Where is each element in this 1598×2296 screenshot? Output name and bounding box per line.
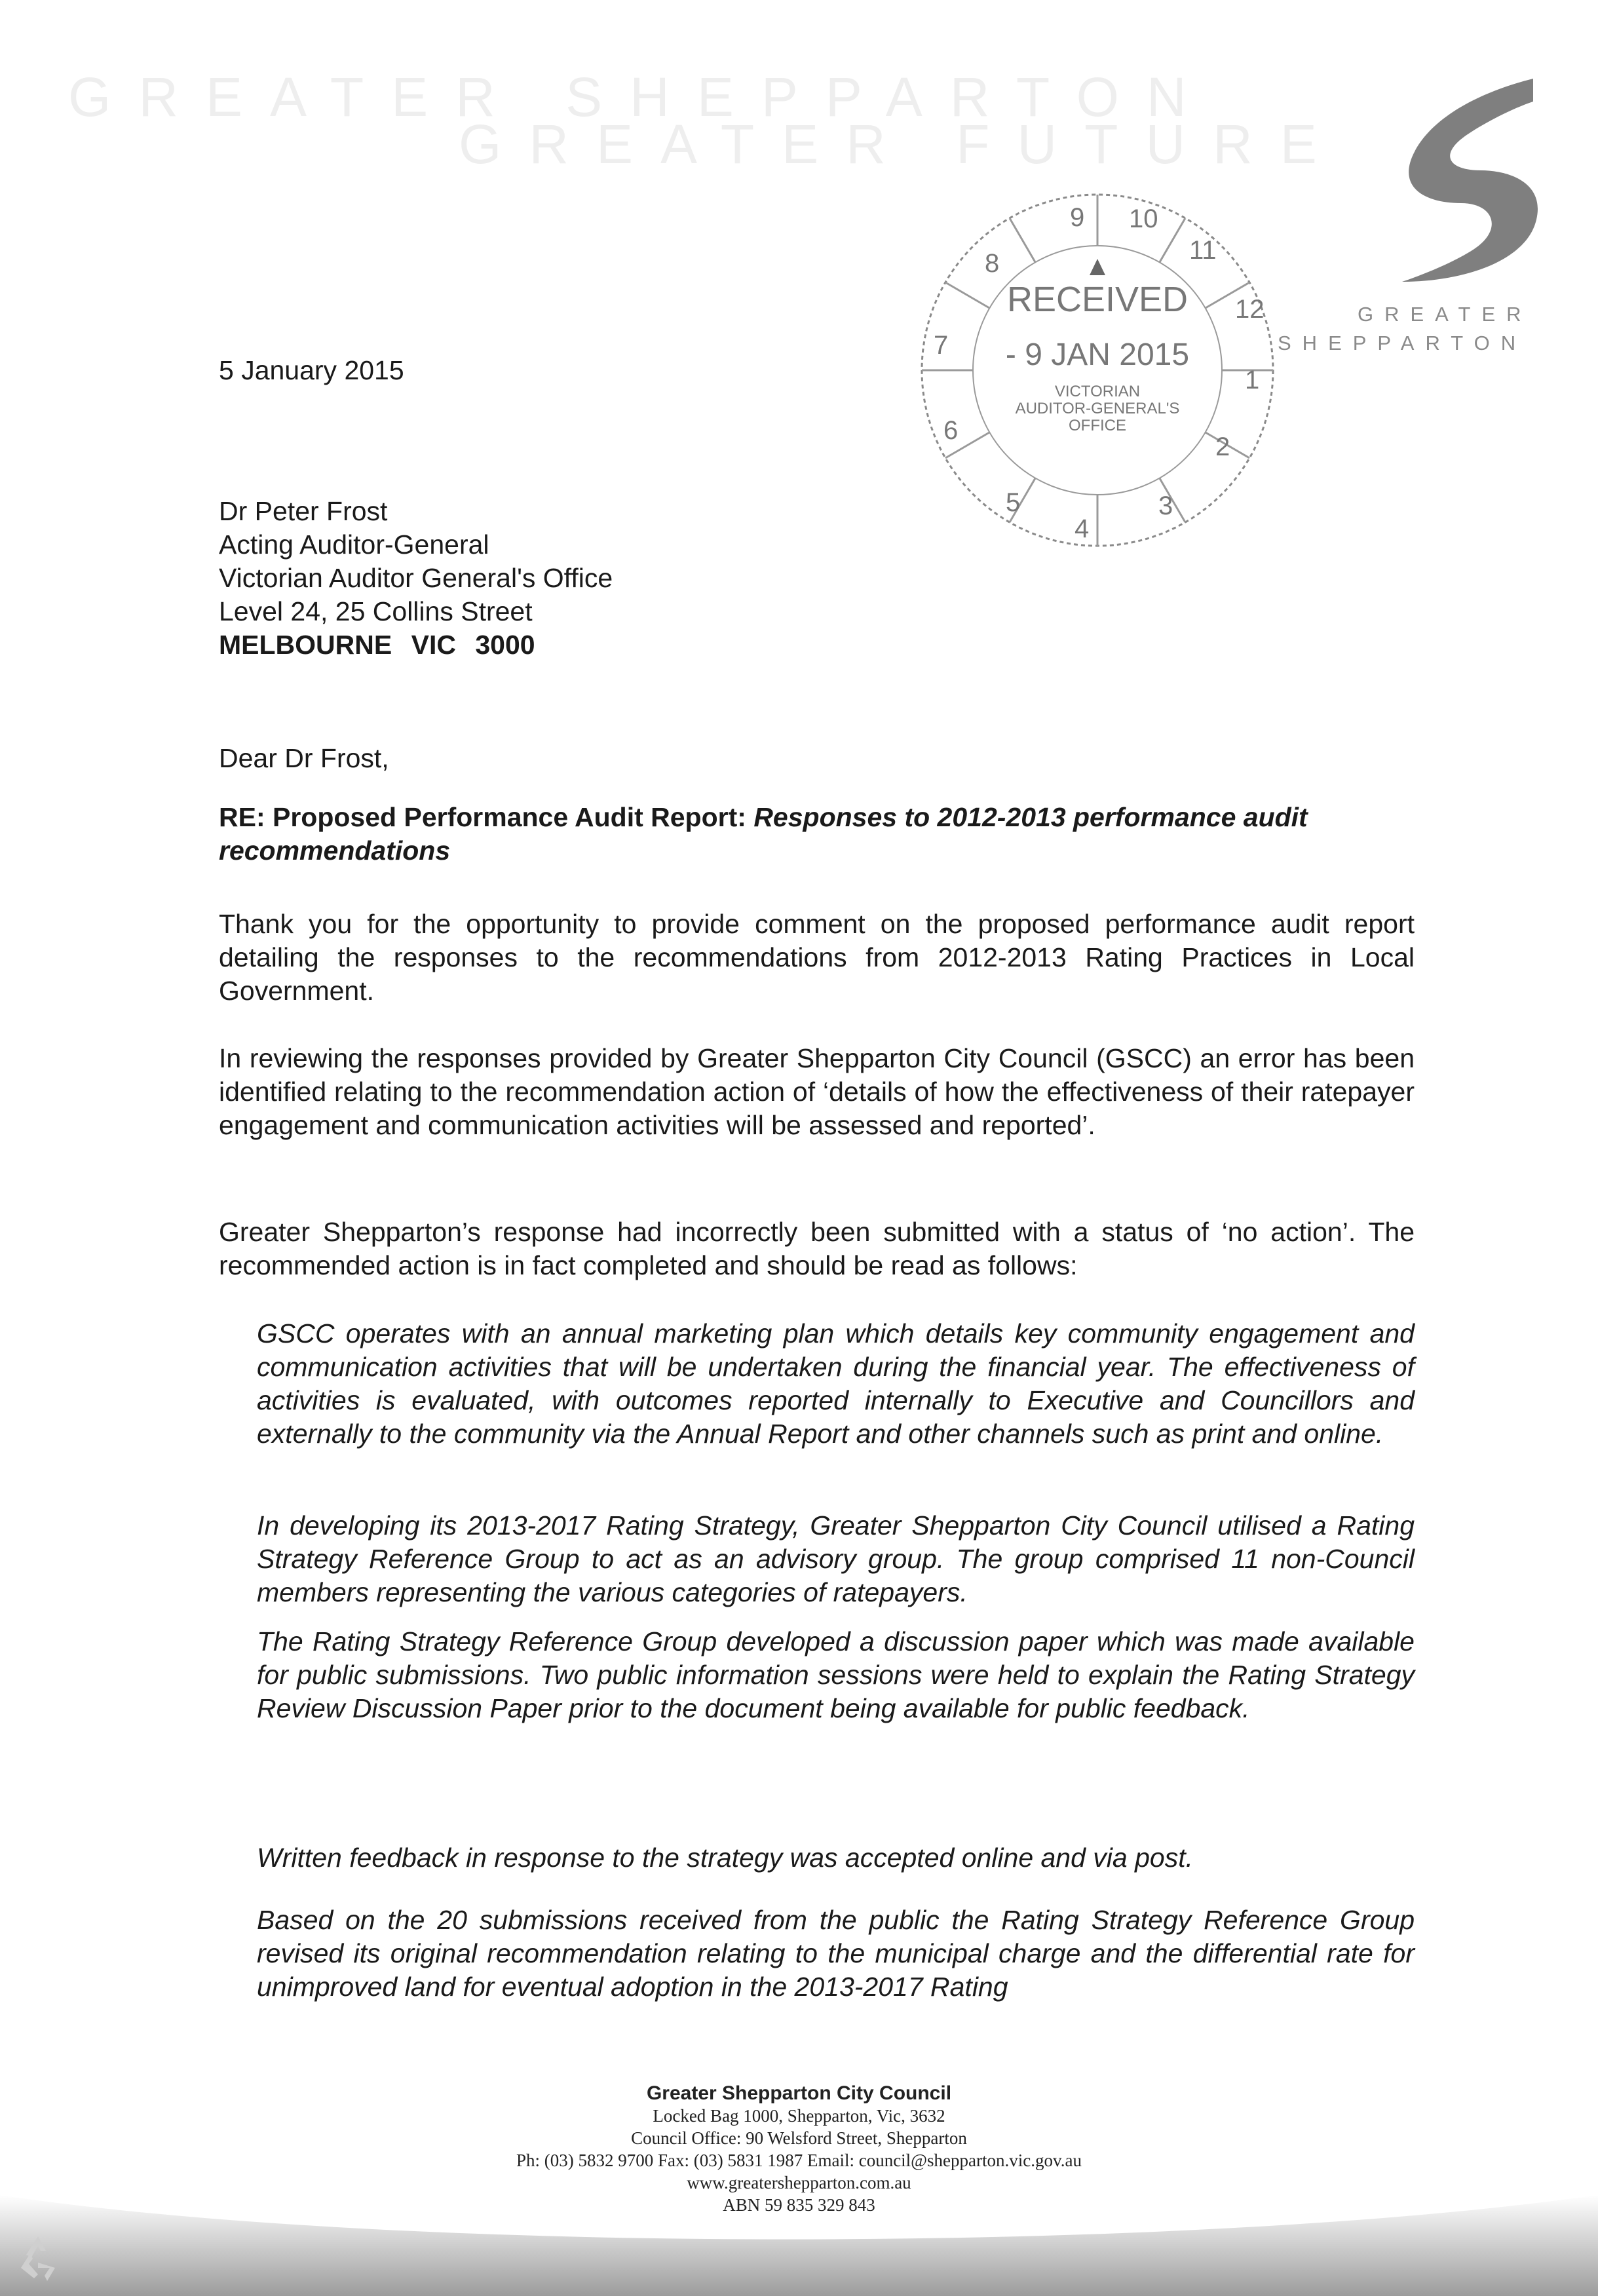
quoted-paragraph-2: In developing its 2013-2017 Rating Strategy, Greater Shepparton City Council utilised a Rating Strategy Reference Group to act as an advisory group. The group comprised 11 non-Council members representing the various categories of ratepayers. xyxy=(257,1510,1415,1607)
paragraph-1: Thank you for the opportunity to provide comment on the proposed performance audit report detailing the responses to the recommendations from 2012-2013 Rating Practices in Local Government. xyxy=(219,909,1415,1006)
stamp-clock-number: 11 xyxy=(1189,236,1217,265)
footer-postal: Locked Bag 1000, Shepparton, Vic, 3632 xyxy=(653,2106,945,2126)
stamp-clock-number: 5 xyxy=(1006,488,1021,517)
letterhead-watermark-line1: GREATER SHEPPARTON xyxy=(68,66,1214,128)
stamp-office-line1: VICTORIAN xyxy=(1054,383,1141,400)
recycle-icon xyxy=(12,2231,64,2284)
received-stamp xyxy=(907,180,1287,560)
letterhead-watermark-line2: GREATER FUTURE xyxy=(459,113,1344,175)
paragraph-3: Greater Shepparton’s response had incorrectly been submitted with a status of ‘no action’. The recommended action is in fact completed and should be read as follows: xyxy=(219,1217,1415,1280)
recipient-street: Level 24, 25 Collins Street xyxy=(219,596,533,626)
footer-phone-email: Ph: (03) 5832 9700 Fax: (03) 5831 1987 Email: council@shepparton.vic.gov.au xyxy=(516,2151,1082,2170)
recipient-city: MELBOURNE VIC 3000 xyxy=(219,630,535,660)
recipient-office: Victorian Auditor General's Office xyxy=(219,563,613,593)
stamp-clock-number: 8 xyxy=(985,249,1000,278)
salutation: Dear Dr Frost, xyxy=(219,743,389,773)
quoted-paragraph-1: GSCC operates with an annual marketing plan which details key community engagement and communication activities that will be undertaken during the financial year. The effectiveness of activities is evaluated, with outcomes reported internally to Executive and Councillors and externally to the community via the Annual Report and other channels such as print and online. xyxy=(257,1318,1415,1449)
paragraph-2: In reviewing the responses provided by Greater Shepparton City Council (GSCC) an error has been identified relating to the recommendation action of ‘details of how the effectiveness of their ratepayer engagement and communication activities will be assessed and reported’. xyxy=(219,1043,1415,1140)
footer-website: www.greatershepparton.com.au xyxy=(687,2173,911,2192)
quoted-paragraph-3: The Rating Strategy Reference Group developed a discussion paper which was made available for public submissions. Two public information sessions were held to explain the Rating Strategy Review Discussion Paper prior to the document being available for public feedback. xyxy=(257,1626,1415,1723)
stamp-clock-number: 1 xyxy=(1245,366,1260,394)
stamp-office-line3: OFFICE xyxy=(1069,417,1126,434)
footer-council-name: Greater Shepparton City Council xyxy=(646,2082,952,2104)
footer-office: Council Office: 90 Welsford Street, Shepparton xyxy=(631,2128,967,2148)
stamp-clock-number: 9 xyxy=(1070,203,1085,232)
stamp-clock-number: 7 xyxy=(934,331,949,360)
recipient-name: Dr Peter Frost xyxy=(219,496,388,526)
quoted-paragraph-5: Based on the 20 submissions received from the public the Rating Strategy Reference Group revised its original recommendation relating to the municipal charge and the differential rate for unimproved land for eventual adoption in the 2013-2017 Rating xyxy=(257,1905,1415,2002)
stamp-arrow-icon xyxy=(1090,259,1105,275)
logo-word-shepparton: SHEPPARTON xyxy=(1278,332,1527,354)
stamp-clock-number: 6 xyxy=(943,416,959,445)
stamp-office-line2: AUDITOR-GENERAL'S xyxy=(1015,400,1180,417)
stamp-received-label: RECEIVED xyxy=(1006,280,1189,319)
council-logo-icon xyxy=(1382,72,1546,288)
subject-prefix: RE: Proposed Performance Audit Report: xyxy=(219,802,746,832)
quoted-paragraph-4: Written feedback in response to the strategy was accepted online and via post. xyxy=(257,1843,1193,1873)
stamp-clock-number: 2 xyxy=(1215,432,1230,461)
stamp-clock-number: 4 xyxy=(1075,514,1090,543)
stamp-clock-number: 3 xyxy=(1158,491,1173,520)
subject-title: Responses to 2012-2013 performance audit recommendations xyxy=(219,802,1308,866)
footer-abn: ABN 59 835 329 843 xyxy=(723,2195,875,2215)
footer-contact xyxy=(0,2082,1598,2216)
recipient-title: Acting Auditor-General xyxy=(219,529,489,560)
stamp-date: - 9 JAN 2015 xyxy=(1005,337,1190,372)
letter-date: 5 January 2015 xyxy=(219,355,404,385)
stamp-clock-number: 12 xyxy=(1235,295,1265,324)
subject-line xyxy=(219,801,1415,868)
recipient-address xyxy=(219,495,613,662)
logo-word-greater: GREATER xyxy=(1358,303,1532,326)
stamp-clock-number: 10 xyxy=(1129,204,1158,233)
